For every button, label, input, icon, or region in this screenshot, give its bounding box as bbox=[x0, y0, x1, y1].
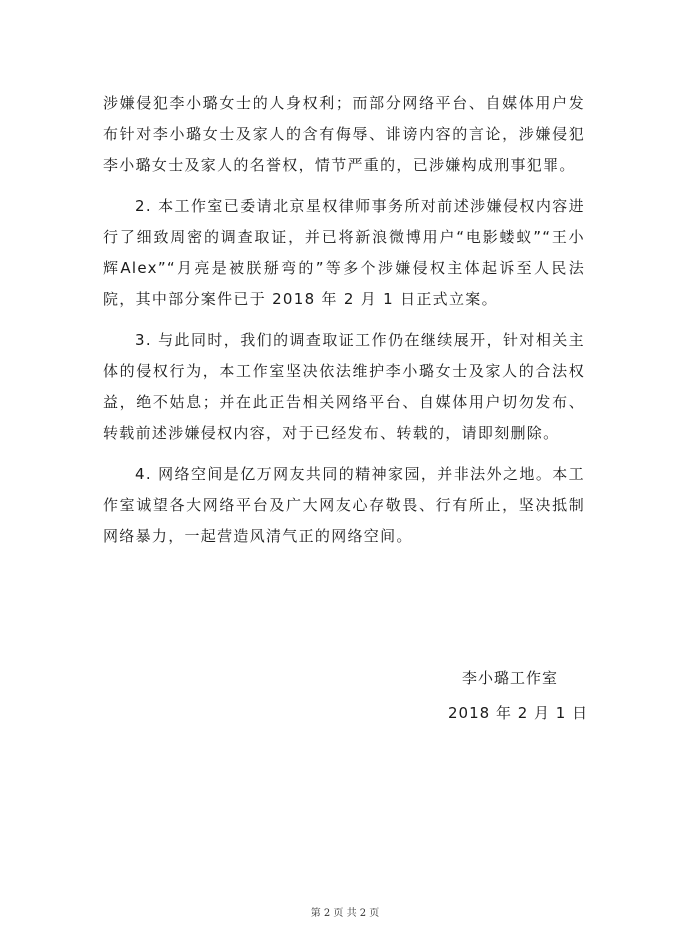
page-number-footer: 第 2 页 共 2 页 bbox=[310, 908, 380, 919]
signature-date: 2018 年 2 月 1 日 bbox=[448, 704, 589, 722]
paragraph-3: 3. 与此同时，我们的调查取证工作仍在继续展开，针对相关主体的侵权行为，本工作室坚决依法维护李小璐女士及家人的合法权益，绝不姑息；并在此正告相关网络平台、自媒体用户切勿发布、转载前述涉嫌侵权内容，对于已经发布、转载的，请即刻删除。 bbox=[103, 331, 585, 442]
paragraph-4: 4. 网络空间是亿万网友共同的精神家园，并非法外之地。本工作室诚望各大网络平台及广大网友心存敬畏、行有所止，坚决抵制网络暴力，一起营造风清气正的网络空间。 bbox=[103, 465, 585, 545]
paragraph-1-continuation: 涉嫌侵犯李小璐女士的人身权利；而部分网络平台、自媒体用户发布针对李小璐女士及家人的含有侮辱、诽谤内容的言论，涉嫌侵犯李小璐女士及家人的名誉权，情节严重的，已涉嫌构成刑事犯罪。 bbox=[103, 94, 585, 174]
signature-organization: 李小璐工作室 bbox=[462, 669, 559, 687]
statement-body bbox=[103, 88, 585, 552]
signature-block bbox=[440, 663, 600, 729]
paragraph-2: 2. 本工作室已委请北京星权律师事务所对前述涉嫌侵权内容进行了细致周密的调查取证，并已将新浪微博用户“电影蝼蚁”“王小辉Alex”“月亮是被朕掰弯的”等多个涉嫌侵权主体起诉至人民法院，其中部分案件已于 2018 年 2 月 1 日正式立案。 bbox=[103, 197, 585, 308]
